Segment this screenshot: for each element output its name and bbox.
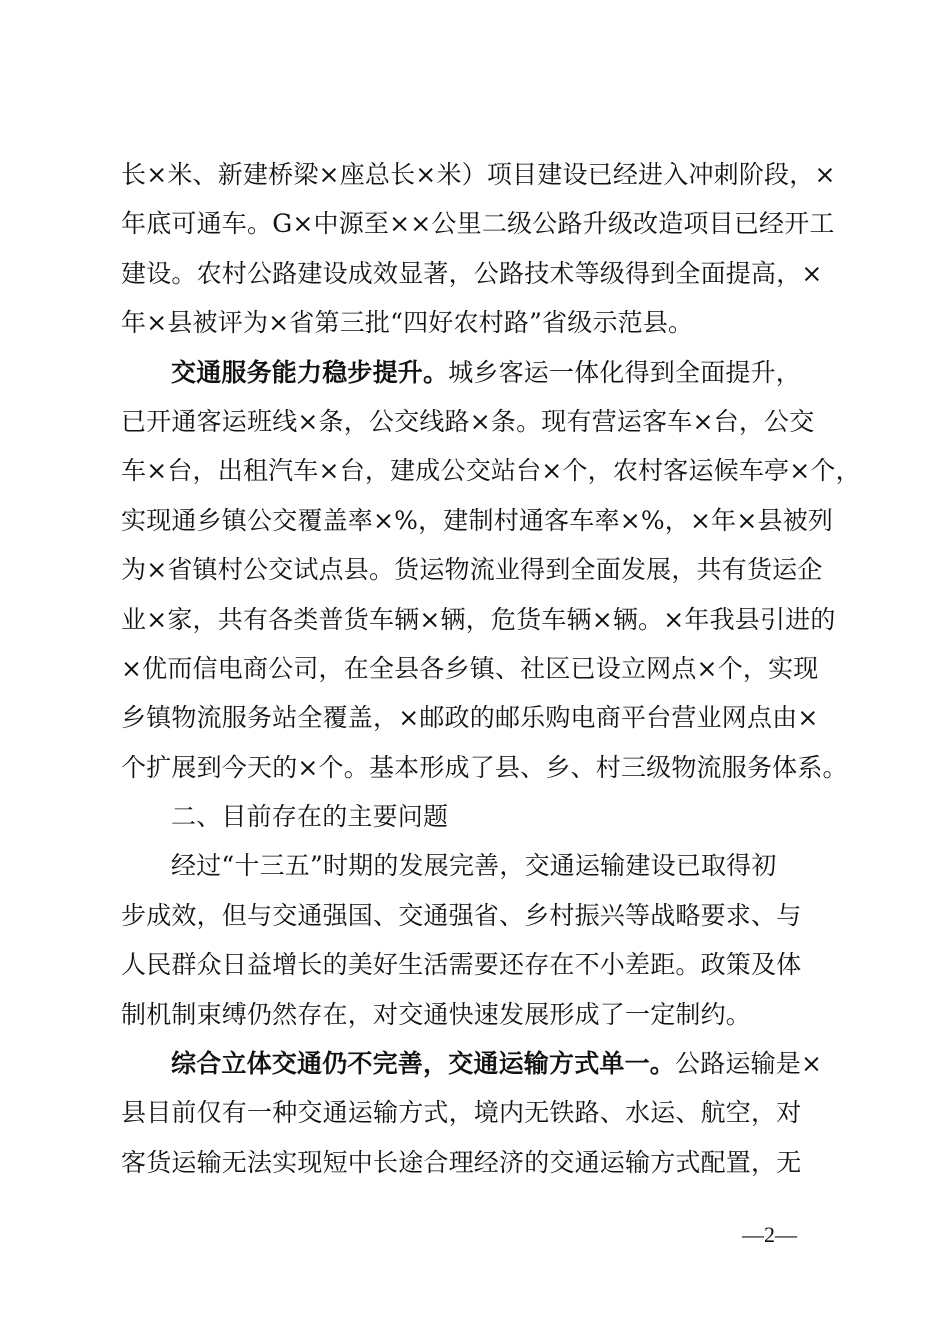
page-number: —2— — [742, 1222, 797, 1247]
paragraph-transport-mode — [121, 1039, 833, 1088]
body-text — [121, 150, 861, 1187]
text-line: 长×米、新建桥梁×座总长×米）项目建设已经进入冲刺阶段，× — [121, 160, 836, 189]
text-line: ×优而信电商公司，在全县各乡镇、社区已设立网点×个，实现 — [121, 653, 819, 683]
text-line: 实现通乡镇公交覆盖率×%，建制村通客车率×%，×年×县被列 — [121, 505, 834, 535]
text-line: 年底可通车。G×中源至××公里二级公路升级改造项目已经开工 — [121, 209, 835, 239]
text-line: 客货运输无法实现短中长途合理经济的交通运输方式配置，无 — [121, 1147, 802, 1177]
text-line: 县目前仅有一种交通运输方式，境内无铁路、水运、航空，对 — [121, 1098, 802, 1128]
bold-lead-sentence: 综合立体交通仍不完善，交通运输方式单一。 — [171, 1049, 676, 1079]
text-line: 乡镇物流服务站全覆盖，×邮政的邮乐购电商平台营业网点由× — [121, 703, 819, 733]
text-line: 建设。农村公路建设成效显著，公路技术等级得到全面提高，× — [121, 258, 823, 288]
text-line: 已开通客运班线×条，公交线路×条。现有营运客车×台，公交 — [121, 406, 815, 436]
text-line: 步成效，但与交通强国、交通强省、乡村振兴等战略要求、与 — [121, 900, 802, 930]
bold-lead-sentence: 交通服务能力稳步提升。 — [171, 357, 449, 387]
text-line: 为×省镇村公交试点县。货运物流业得到全面发展，共有货运企 — [121, 555, 823, 585]
text-line: 个扩展到今天的×个。基本形成了县、乡、村三级物流服务体系。 — [121, 752, 848, 782]
text-line: 制机制束缚仍然存在，对交通快速发展形成了一定制约。 — [121, 999, 752, 1029]
paragraph-service-capacity — [121, 348, 833, 397]
text-line: 经过“十三五”时期的发展完善，交通运输建设已取得初 — [171, 851, 777, 881]
paragraph-text: 公路运输是× — [675, 1049, 823, 1079]
section-heading: 二、目前存在的主要问题 — [171, 802, 449, 832]
text-line: 年×县被评为×省第三批“四好农村路”省级示范县。 — [121, 308, 694, 338]
text-line: 业×家，共有各类普货车辆×辆，危货车辆×辆。×年我县引进的 — [121, 604, 836, 634]
paragraph-text: 城乡客运一体化得到全面提升， — [448, 357, 802, 387]
text-line: 车×台，出租汽车×台，建成公交站台×个，农村客运候车亭×个， — [121, 456, 861, 486]
text-line: 人民群众日益增长的美好生活需要还存在不小差距。政策及体 — [121, 950, 802, 980]
